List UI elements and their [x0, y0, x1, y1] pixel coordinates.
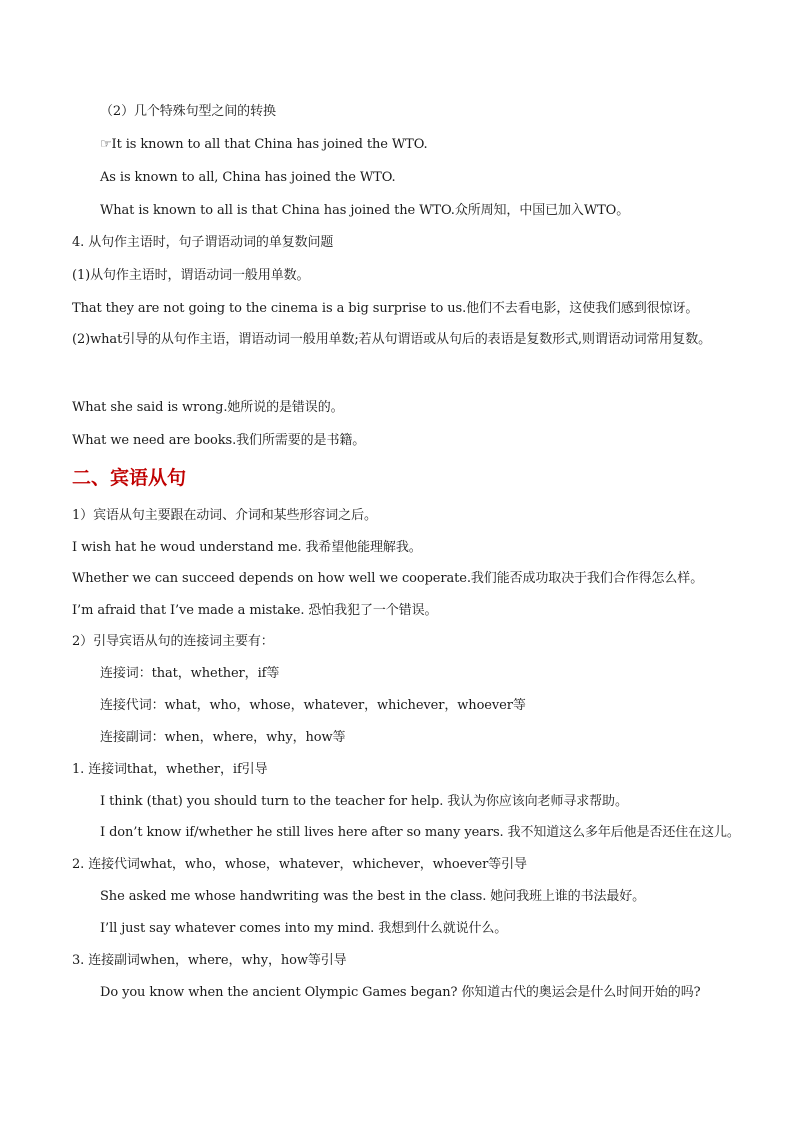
rule-text: 2）引导宾语从句的连接词主要有：: [72, 634, 274, 649]
example-sentence: What is known to all is that China has joined the WTO.众所周知，中国已加入WTO。: [100, 203, 630, 218]
section-point: 2. 连接代词what，who，whose，whatever，whichever，whoever等引导: [72, 857, 527, 872]
example-sentence: ☞It is known to all that China has joined the WTO.: [100, 137, 428, 152]
rule-text: 1）宾语从句主要跟在动词、介词和某些形容词之后。: [72, 508, 377, 523]
section-heading: 二、宾语从句: [72, 467, 187, 489]
example-sentence: I’ll just say whatever comes into my mind. 我想到什么就说什么。: [100, 921, 508, 936]
example-sentence: I wish hat he woud understand me. 我希望他能理解我。: [72, 540, 422, 555]
section-point: 3. 连接副词when，where，why，how等引导: [72, 953, 347, 968]
example-sentence: Whether we can succeed depends on how well we cooperate.我们能否成功取决于我们合作得怎么样。: [72, 571, 704, 586]
rule-text: (1)从句作主语时，谓语动词一般用单数。: [72, 268, 310, 283]
example-sentence: Do you know when the ancient Olympic Games began? 你知道古代的奥运会是什么时间开始的吗?: [100, 985, 701, 1000]
example-sentence: As is known to all, China has joined the WTO.: [100, 170, 396, 185]
connector-list: 连接代词：what，who，whose，whatever，whichever，whoever等: [100, 698, 526, 713]
connector-list: 连接词：that，whether，if等: [100, 666, 280, 681]
example-sentence: What we need are books.我们所需要的是书籍。: [72, 433, 366, 448]
example-sentence: What she said is wrong.她所说的是错误的。: [72, 400, 344, 415]
section-point: 4. 从句作主语时，句子谓语动词的单复数问题: [72, 235, 334, 250]
example-sentence: I don’t know if/whether he still lives here after so many years. 我不知道这么多年后他是否还住在这儿。: [100, 825, 740, 840]
example-sentence: I’m afraid that I’ve made a mistake. 恐怕我犯了一个错误。: [72, 603, 438, 618]
rule-text: (2)what引导的从句作主语，谓语动词一般用单数;若从句谓语或从句后的表语是复数形式,则谓语动词常用复数。: [72, 332, 712, 347]
example-sentence: That they are not going to the cinema is a big surprise to us.他们不去看电影，这使我们感到很惊讶。: [72, 301, 699, 316]
example-sentence: She asked me whose handwriting was the best in the class. 她问我班上谁的书法最好。: [100, 889, 646, 904]
section-point: 1. 连接词that，whether，if引导: [72, 762, 268, 777]
example-sentence: I think (that) you should turn to the teacher for help. 我认为你应该向老师寻求帮助。: [100, 794, 628, 809]
connector-list: 连接副词：when，where，why，how等: [100, 730, 346, 745]
subsection-title: （2）几个特殊句型之间的转换: [100, 104, 276, 119]
